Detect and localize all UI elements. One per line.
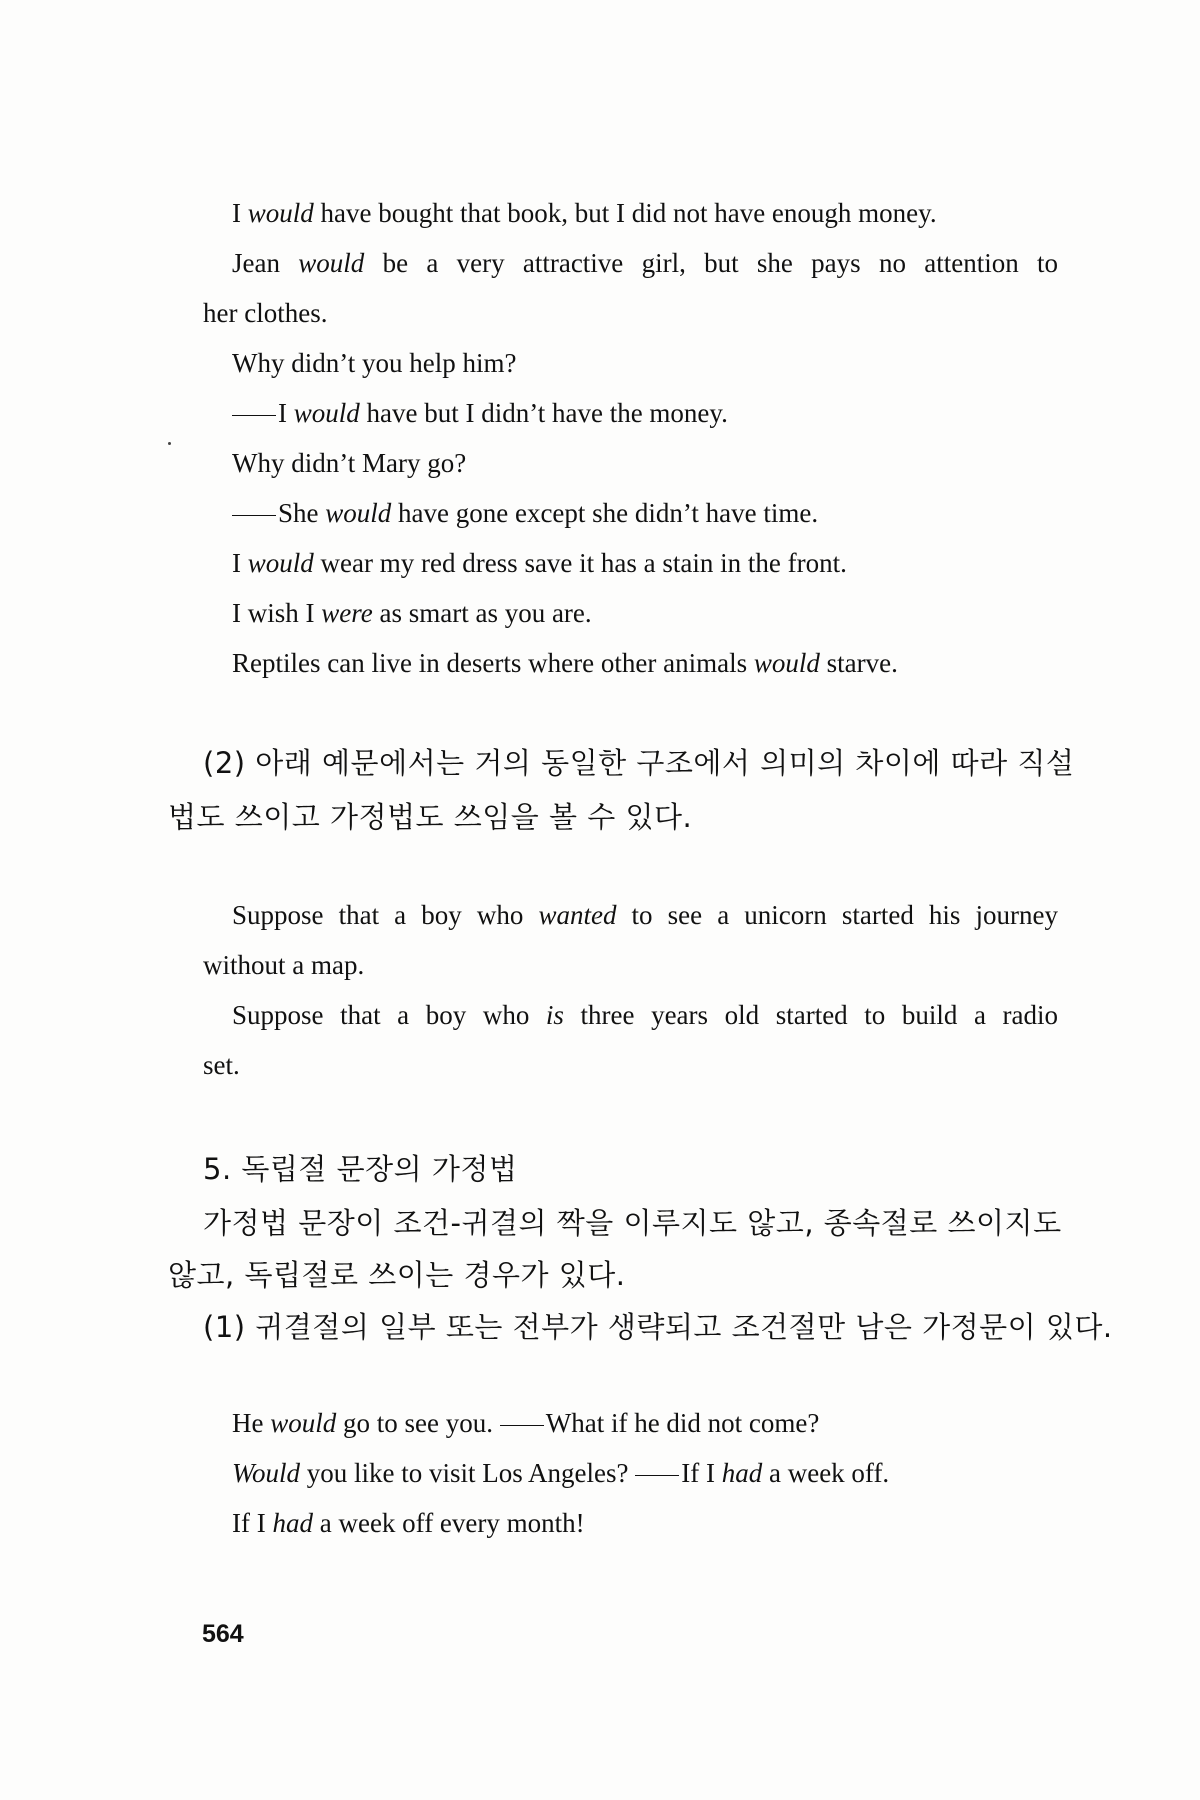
example-line: I would have bought that book, but I did not have enough money.: [232, 198, 937, 228]
example-line: He would go to see you. What if he did not come?: [232, 1408, 820, 1438]
note-2-line-2: 법도 쓰이고 가정법도 쓰임을 볼 수 있다.: [168, 800, 693, 834]
example-question: Why didn’t you help him?: [232, 348, 517, 378]
section-5-para-line-1: 가정법 문장이 조건-귀결의 짝을 이루지도 않고, 종속절로 쓰이지도: [203, 1206, 1062, 1240]
em-dash: [232, 515, 276, 516]
example-line: Suppose that a boy who is three years old started to build a radio: [232, 1000, 1058, 1030]
section-5-note-1: (1) 귀결절의 일부 또는 전부가 생략되고 조건절만 남은 가정문이 있다.: [203, 1310, 1113, 1344]
example-line: Would you like to visit Los Angeles? If I had a week off.: [232, 1458, 890, 1488]
example-line: set.: [203, 1050, 240, 1080]
example-question: Why didn’t Mary go?: [232, 448, 467, 478]
example-line: Jean would be a very attractive girl, but she pays no attention to: [232, 248, 1058, 278]
section-5-heading: 5. 독립절 문장의 가정법: [203, 1152, 518, 1186]
note-2-line-1: (2) 아래 예문에서는 거의 동일한 구조에서 의미의 차이에 따라 직설: [203, 746, 1075, 780]
example-line: Suppose that a boy who wanted to see a unicorn started his journey: [232, 900, 1058, 930]
example-line: I wish I were as smart as you are.: [232, 598, 592, 628]
section-5-para-line-2: 않고, 독립절로 쓰이는 경우가 있다.: [168, 1258, 626, 1292]
em-dash: [500, 1425, 544, 1426]
example-line: If I had a week off every month!: [232, 1508, 585, 1538]
page-number: 564: [202, 1620, 244, 1648]
example-line: without a map.: [203, 950, 365, 980]
example-answer: She would have gone except she didn’t have time.: [232, 496, 818, 530]
em-dash: [635, 1475, 679, 1476]
em-dash: [232, 415, 276, 416]
example-answer: I would have but I didn’t have the money.: [232, 396, 728, 430]
scan-speck: [168, 442, 171, 445]
example-line: Reptiles can live in deserts where other animals would starve.: [232, 648, 898, 678]
example-line: I would wear my red dress save it has a stain in the front.: [232, 548, 847, 578]
example-line: her clothes.: [203, 298, 328, 328]
